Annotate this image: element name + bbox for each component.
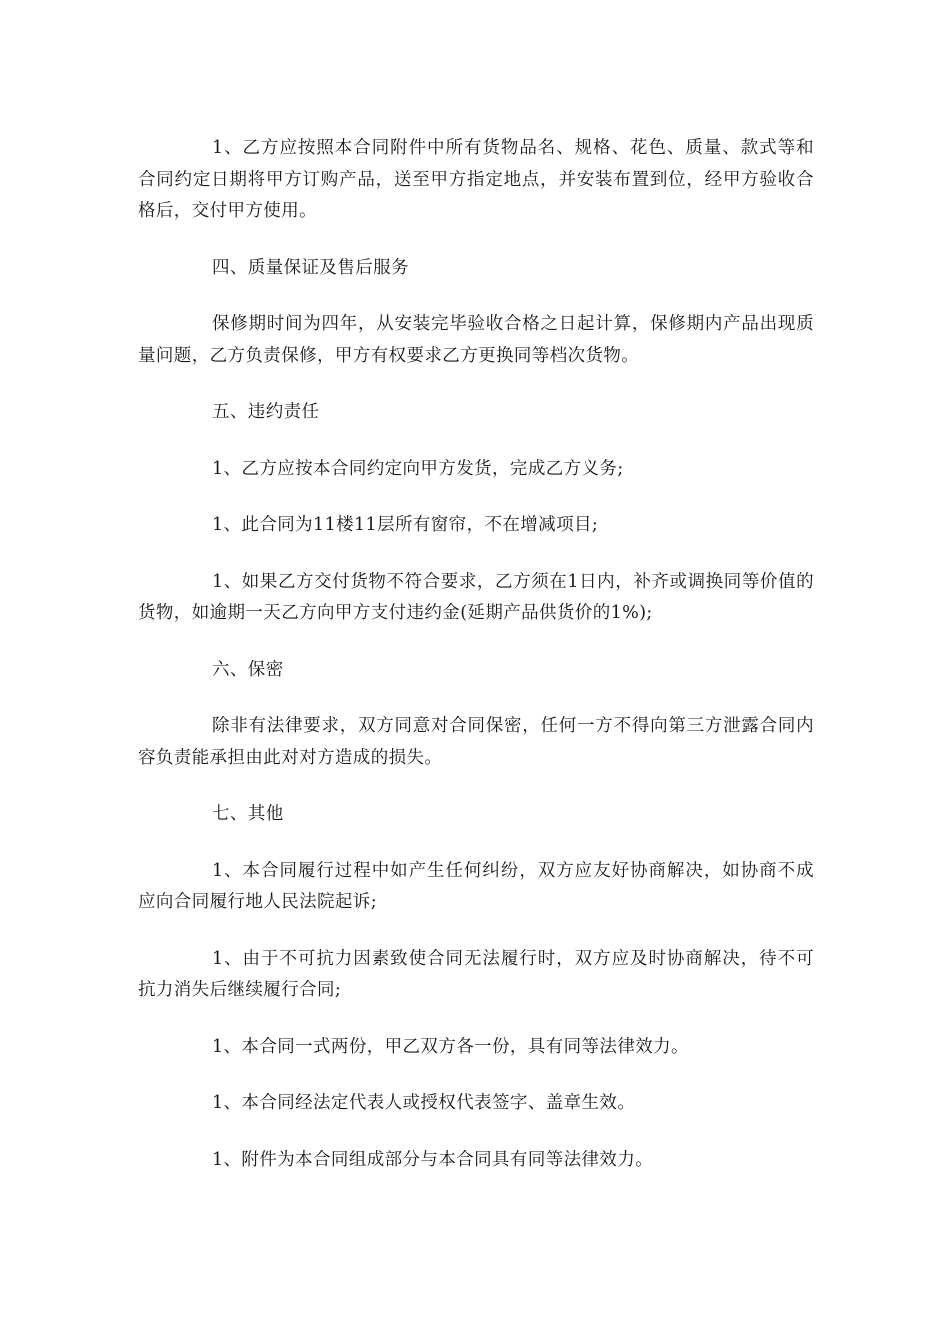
clause-confidentiality: 除非有法律要求，双方同意对合同保密，任何一方不得向第三方泄露合同内容负责能承担由此对对方造成的损失。 [138, 716, 814, 768]
clause-force-majeure: 1、由于不可抗力因素致使合同无法履行时，双方应及时协商解决，待不可抗力消失后继续履行合同; [138, 948, 814, 1000]
section-heading-confidentiality: 六、保密 [212, 659, 284, 680]
clause-shipping: 1、乙方应按本合同约定向甲方发货，完成乙方义务; [212, 458, 624, 479]
clause-disputes: 1、本合同履行过程中如产生任何纠纷，双方应友好协商解决，如协商不成应向合同履行地人民法院起诉; [138, 860, 814, 912]
section-heading-liability: 五、违约责任 [212, 402, 320, 422]
clause-effectiveness: 1、本合同经法定代表人或授权代表签字、盖章生效。 [212, 1093, 636, 1113]
clause-warranty-period: 保修期时间为四年，从安装完毕验收合格之日起计算，保修期内产品出现质量问题，乙方负责保修，甲方有权要求乙方更换同等档次货物。 [138, 314, 814, 366]
clause-scope: 1、此合同为11楼11层所有窗帘，不在增减项目; [212, 515, 599, 535]
clause-attachments: 1、附件为本合同组成部分与本合同具有同等法律效力。 [212, 1149, 654, 1170]
clause-delivery: 1、乙方应按照本合同附件中所有货物品名、规格、花色、质量、款式等和合同约定日期将甲方订购产品，送至甲方指定地点，并安装布置到位，经甲方验收合格后，交付甲方使用。 [138, 138, 814, 221]
clause-copies: 1、本合同一式两份，甲乙双方各一份，具有同等法律效力。 [212, 1036, 689, 1057]
section-heading-other: 七、其他 [212, 804, 284, 824]
document-body [138, 133, 814, 1176]
clause-penalty: 1、如果乙方交付货物不符合要求，乙方须在1日内，补齐或调换同等价值的货物，如逾期一天乙方向甲方支付违约金(延期产品供货价的1%); [138, 571, 814, 623]
section-heading-warranty: 四、质量保证及售后服务 [212, 257, 409, 278]
